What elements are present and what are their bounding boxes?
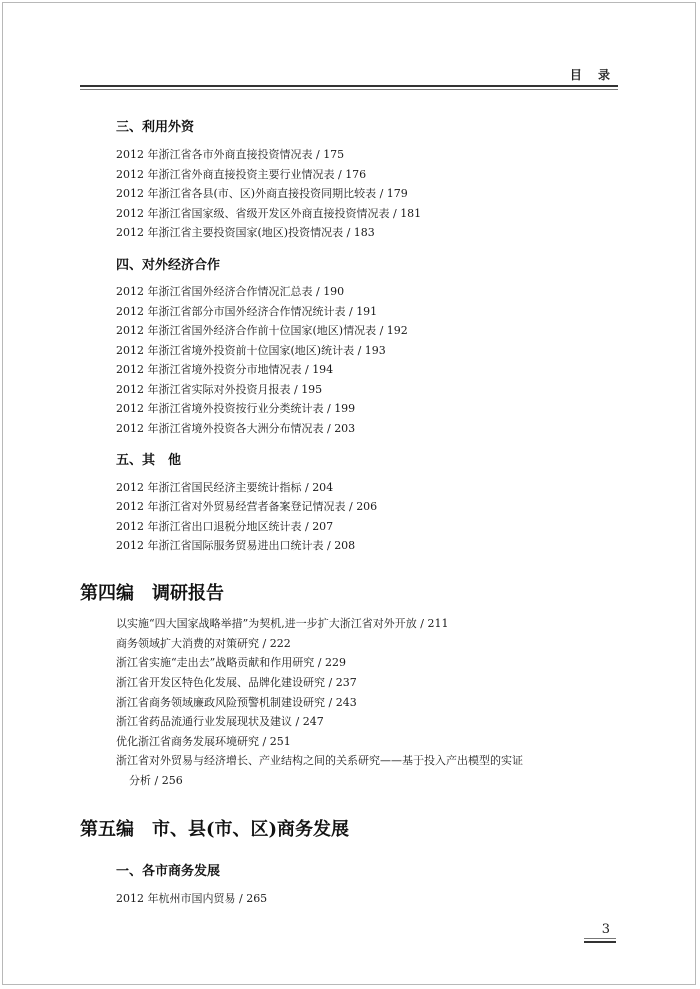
- toc-entry[interactable]: 2012 年浙江省国外经济合作情况汇总表 / 190: [116, 285, 345, 298]
- running-header: 目 录: [569, 68, 616, 82]
- toc-entry[interactable]: 2012 年浙江省实际对外投资月报表 / 195: [116, 383, 323, 396]
- section-heading-foreign-investment: 三、利用外资: [116, 120, 195, 135]
- toc-entry-continuation[interactable]: 分析 / 256: [129, 774, 183, 787]
- toc-entry[interactable]: 优化浙江省商务发展环境研究 / 251: [116, 735, 291, 748]
- toc-entry[interactable]: 2012 年杭州市国内贸易 / 265: [116, 892, 268, 905]
- toc-entry[interactable]: 2012 年浙江省国外经济合作前十位国家(地区)情况表 / 192: [116, 324, 408, 337]
- toc-entry[interactable]: 以实施“四大国家战略举措”为契机,进一步扩大浙江省对外开放 / 211: [116, 617, 449, 630]
- header-rule-thin: [80, 89, 618, 90]
- toc-entry[interactable]: 2012 年浙江省各市外商直接投资情况表 / 175: [116, 148, 345, 161]
- section-heading-economic-cooperation: 四、对外经济合作: [116, 258, 221, 273]
- toc-entry[interactable]: 2012 年浙江省境外投资前十位国家(地区)统计表 / 193: [116, 344, 386, 357]
- header-rule: [80, 85, 618, 87]
- footer-rule: [584, 941, 616, 943]
- toc-entry[interactable]: 2012 年浙江省境外投资各大洲分布情况表 / 203: [116, 422, 356, 435]
- toc-entry[interactable]: 2012 年浙江省各县(市、区)外商直接投资同期比较表 / 179: [116, 187, 408, 200]
- section-heading-city-commerce: 一、各市商务发展: [116, 864, 221, 879]
- footer-rule-thin: [584, 938, 616, 939]
- toc-entry[interactable]: 2012 年浙江省境外投资分市地情况表 / 194: [116, 363, 334, 376]
- toc-entry[interactable]: 2012 年浙江省外商直接投资主要行业情况表 / 176: [116, 168, 367, 181]
- toc-entry[interactable]: 2012 年浙江省国家级、省级开发区外商直接投资情况表 / 181: [116, 207, 422, 220]
- toc-entry[interactable]: 2012 年浙江省境外投资按行业分类统计表 / 199: [116, 402, 356, 415]
- toc-entry[interactable]: 浙江省商务领域廉政风险预警机制建设研究 / 243: [116, 696, 357, 709]
- toc-entry[interactable]: 浙江省药品流通行业发展现状及建议 / 247: [116, 715, 324, 728]
- part-heading-local-commerce: 第五编 市、县(市、区)商务发展: [80, 819, 350, 840]
- toc-entry[interactable]: 2012 年浙江省对外贸易经营者备案登记情况表 / 206: [116, 500, 378, 513]
- toc-entry[interactable]: 2012 年浙江省国民经济主要统计指标 / 204: [116, 481, 334, 494]
- toc-entry[interactable]: 商务领域扩大消费的对策研究 / 222: [116, 637, 291, 650]
- toc-entry[interactable]: 2012 年浙江省国际服务贸易进出口统计表 / 208: [116, 539, 356, 552]
- page-number: 3: [601, 922, 610, 937]
- toc-entry[interactable]: 浙江省实施“走出去”战略贡献和作用研究 / 229: [116, 656, 346, 669]
- toc-entry[interactable]: 浙江省对外贸易与经济增长、产业结构之间的关系研究——基于投入产出模型的实证: [116, 754, 523, 767]
- toc-entry[interactable]: 2012 年浙江省主要投资国家(地区)投资情况表 / 183: [116, 226, 375, 239]
- section-heading-other: 五、其 他: [116, 453, 182, 468]
- toc-entry[interactable]: 2012 年浙江省出口退税分地区统计表 / 207: [116, 520, 334, 533]
- toc-entry[interactable]: 浙江省开发区特色化发展、品牌化建设研究 / 237: [116, 676, 357, 689]
- toc-entry[interactable]: 2012 年浙江省部分市国外经济合作情况统计表 / 191: [116, 305, 378, 318]
- part-heading-research-reports: 第四编 调研报告: [80, 583, 224, 604]
